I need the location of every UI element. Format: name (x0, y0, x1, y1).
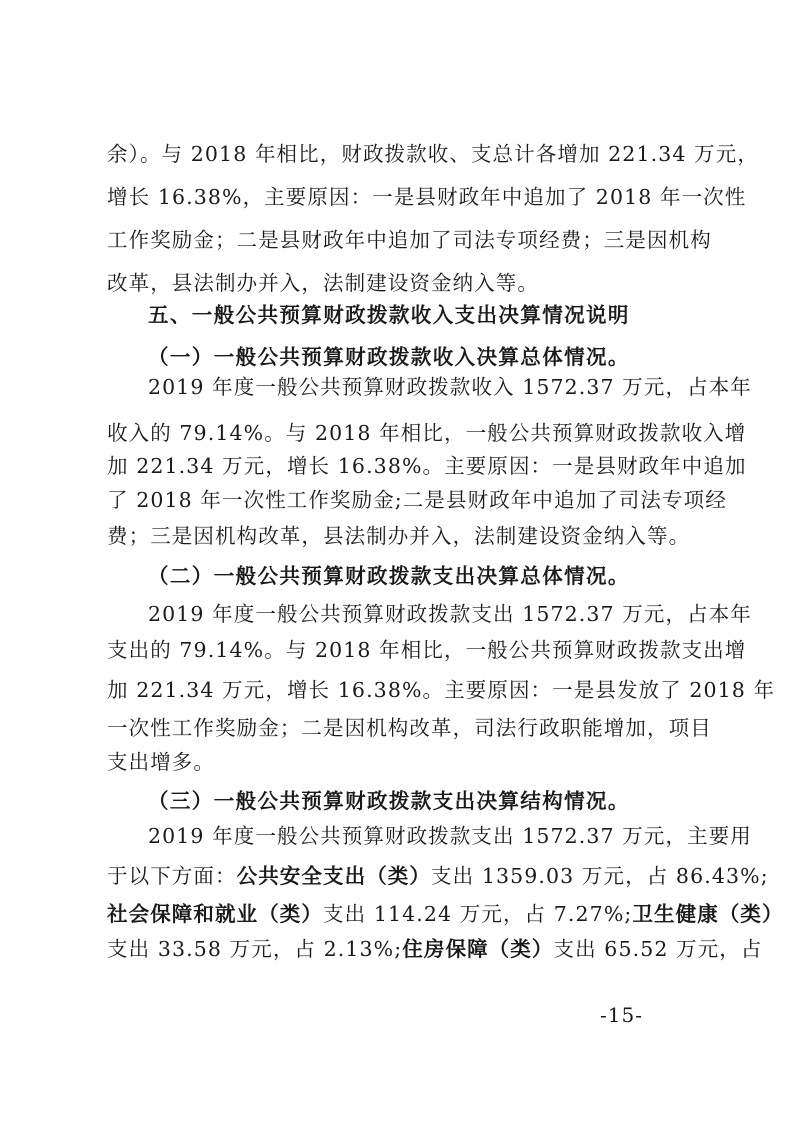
subsection-heading: （一）一般公共预算财政拨款收入决算总体情况。 (148, 345, 630, 369)
section-heading: 五、一般公共预算财政拨款收入支出决算情况说明 (148, 303, 630, 327)
paragraph-line: 加 221.34 万元，增长 16.38%。主要原因：一是县发放了 2018 年 (107, 678, 776, 702)
paragraph-line (107, 861, 769, 891)
paragraph-line: 支出的 79.14%。与 2018 年相比，一般公共预算财政拨款支出增 (107, 638, 747, 662)
paragraph-line: 收入的 79.14%。与 2018 年相比，一般公共预算财政拨款收入增 (107, 421, 747, 445)
subsection-heading: （二）一般公共预算财政拨款支出决算总体情况。 (148, 564, 630, 588)
line-text: 支出 33.58 万元，占 2.13%; (107, 937, 403, 961)
paragraph-line: 2019 年度一般公共预算财政拨款支出 1572.37 万元，占本年 (148, 602, 752, 626)
subsection-heading: （三）一般公共预算财政拨款支出决算结构情况。 (148, 789, 630, 813)
bold-category: 住房保障（类） (402, 937, 554, 961)
bold-category: 社会保障和就业（类） (107, 902, 323, 926)
bold-category: 卫生健康（类） (632, 902, 784, 926)
line-text: 支出 114.24 万元，占 7.27%; (323, 902, 633, 926)
paragraph-line (107, 934, 763, 964)
paragraph-line: 2019 年度一般公共预算财政拨款收入 1572.37 万元，占本年 (148, 375, 752, 399)
paragraph-line: 支出增多。 (107, 750, 215, 774)
bold-category: 公共安全支出（类） (236, 864, 432, 888)
line-text: 支出 65.52 万元，占 (553, 937, 763, 961)
paragraph-line: 了 2018 年一次性工作奖励金;二是县财政年中追加了司法专项经 (107, 488, 727, 512)
paragraph-line: 费；三是因机构改革，县法制办并入，法制建设资金纳入等。 (107, 524, 691, 548)
line-text: 于以下方面： (107, 864, 237, 888)
paragraph-line (107, 899, 784, 929)
paragraph-line: 加 221.34 万元，增长 16.38%。主要原因：一是县财政年中追加 (107, 454, 747, 478)
paragraph-line: 余）。与 2018 年相比，财政拨款收、支总计各增加 221.34 万元， (107, 142, 759, 166)
paragraph-line: 增长 16.38%，主要原因：一是县财政年中追加了 2018 年一次性 (107, 185, 747, 209)
paragraph-line: 工作奖励金；二是县财政年中追加了司法专项经费；三是因机构 (107, 228, 712, 252)
line-text: 支出 1359.03 万元，占 86.43%; (431, 864, 769, 888)
paragraph-line: 改革，县法制办并入，法制建设资金纳入等。 (107, 271, 539, 295)
paragraph-line: 一次性工作奖励金；二是因机构改革，司法行政职能增加，项目 (107, 716, 712, 740)
paragraph-line: 2019 年度一般公共预算财政拨款支出 1572.37 万元，主要用 (148, 824, 752, 848)
page-number: -15- (600, 1003, 643, 1027)
